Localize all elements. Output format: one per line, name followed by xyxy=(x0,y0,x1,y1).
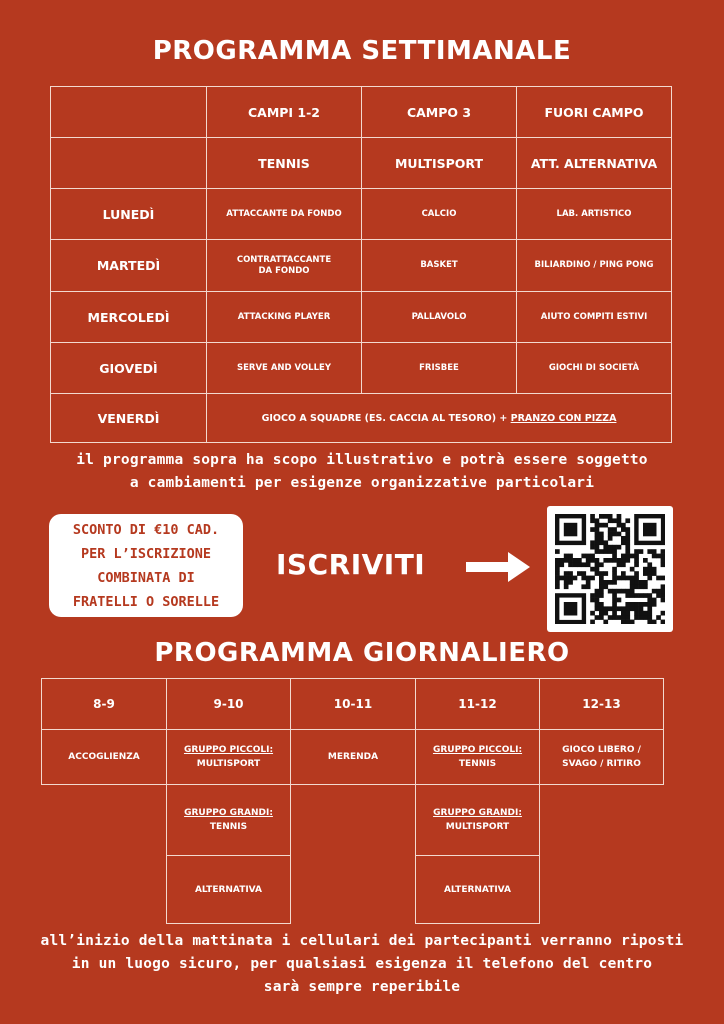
weekly-title: PROGRAMMA SETTIMANALE xyxy=(152,36,572,66)
day-label: MERCOLEDÌ xyxy=(50,291,207,343)
daily-activity-cell: ACCOGLIENZA xyxy=(41,729,167,785)
daily-activity-cell: MERENDA xyxy=(290,729,416,785)
activity-line: CONTRATTACCANTE xyxy=(236,254,332,265)
phone-policy-note xyxy=(0,930,724,999)
group-activity: TENNIS xyxy=(209,822,248,832)
qr-code-icon xyxy=(555,514,665,624)
activity-cell: ATTACCANTE DA FONDO xyxy=(206,188,362,240)
day-label: LUNEDÌ xyxy=(50,188,207,240)
note-line: sarà sempre reperibile xyxy=(263,979,461,995)
daily-activity-cell xyxy=(166,729,291,785)
group-label: GRUPPO GRANDI: xyxy=(433,808,522,818)
activity-cell: SERVE AND VOLLEY xyxy=(206,342,362,394)
column-header: FUORI CAMPO xyxy=(516,86,672,138)
activity-cell: BASKET xyxy=(361,239,517,292)
sport-header: MULTISPORT xyxy=(361,137,517,189)
group-activity: MULTISPORT xyxy=(445,822,510,832)
activity-cell: AIUTO COMPITI ESTIVI xyxy=(516,291,672,343)
time-slot-header: 12-13 xyxy=(539,678,664,730)
friday-activity-cell xyxy=(206,393,672,443)
column-header: CAMPO 3 xyxy=(361,86,517,138)
time-slot-header: 8-9 xyxy=(41,678,167,730)
group-activity: MULTISPORT xyxy=(196,759,261,769)
daily-table xyxy=(41,678,664,924)
daily-title: PROGRAMMA GIORNALIERO xyxy=(154,638,570,668)
daily-activity-cell: ALTERNATIVA xyxy=(166,855,291,924)
time-slot-header: 11-12 xyxy=(415,678,540,730)
daily-activity-cell xyxy=(415,729,540,785)
sibling-discount-badge xyxy=(49,514,243,617)
activity-cell: ATTACKING PLAYER xyxy=(206,291,362,343)
group-label: GRUPPO GRANDI: xyxy=(184,808,273,818)
table-corner-cell xyxy=(50,137,207,189)
activity-cell: CALCIO xyxy=(361,188,517,240)
activity-cell xyxy=(206,239,362,292)
time-slot-header: 10-11 xyxy=(290,678,416,730)
day-label: VENERDÌ xyxy=(50,393,207,443)
activity-cell: FRISBEE xyxy=(361,342,517,394)
signup-qr-code[interactable] xyxy=(547,506,673,632)
activity-cell: LAB. ARTISTICO xyxy=(516,188,672,240)
note-line: in un luogo sicuro, per qualsiasi esigenza il telefono del centro xyxy=(71,956,653,972)
table-corner-cell xyxy=(50,86,207,138)
daily-activity-cell xyxy=(166,784,291,856)
friday-activity-text: GIOCO A SQUADRE (ES. CACCIA AL TESORO) + xyxy=(261,412,511,424)
weekly-table xyxy=(50,86,672,443)
weekly-disclaimer xyxy=(0,449,724,495)
discount-line: COMBINATA DI xyxy=(97,569,195,586)
discount-line: FRATELLI O SORELLE xyxy=(72,593,220,610)
sport-header: TENNIS xyxy=(206,137,362,189)
friday-lunch-text: PRANZO CON PIZZA xyxy=(510,412,617,424)
note-line: all’inizio della mattinata i cellulari dei partecipanti verranno riposti xyxy=(40,933,684,949)
activity-line: GIOCO LIBERO / xyxy=(562,745,641,755)
column-header: CAMPI 1-2 xyxy=(206,86,362,138)
disclaimer-line: il programma sopra ha scopo illustrativo e potrà essere soggetto xyxy=(76,452,648,468)
discount-line: PER L’ISCRIZIONE xyxy=(80,545,212,562)
day-label: MARTEDÌ xyxy=(50,239,207,292)
sport-header: ATT. ALTERNATIVA xyxy=(516,137,672,189)
day-label: GIOVEDÌ xyxy=(50,342,207,394)
group-label: GRUPPO PICCOLI: xyxy=(432,745,523,755)
activity-cell: BILIARDINO / PING PONG xyxy=(516,239,672,292)
activity-line: DA FONDO xyxy=(258,265,310,276)
arrow-right-icon xyxy=(466,552,530,582)
discount-line: SCONTO DI €10 CAD. xyxy=(72,521,220,538)
activity-cell: GIOCHI DI SOCIETÀ xyxy=(516,342,672,394)
daily-activity-cell xyxy=(415,784,540,856)
disclaimer-line: a cambiamenti per esigenze organizzative particolari xyxy=(129,475,595,491)
activity-cell: PALLAVOLO xyxy=(361,291,517,343)
activity-line: SVAGO / RITIRO xyxy=(562,759,641,769)
signup-call-to-action: ISCRIVITI xyxy=(276,548,426,581)
daily-activity-cell xyxy=(539,729,664,785)
group-activity: TENNIS xyxy=(458,759,497,769)
group-label: GRUPPO PICCOLI: xyxy=(183,745,274,755)
daily-activity-cell: ALTERNATIVA xyxy=(415,855,540,924)
time-slot-header: 9-10 xyxy=(166,678,291,730)
